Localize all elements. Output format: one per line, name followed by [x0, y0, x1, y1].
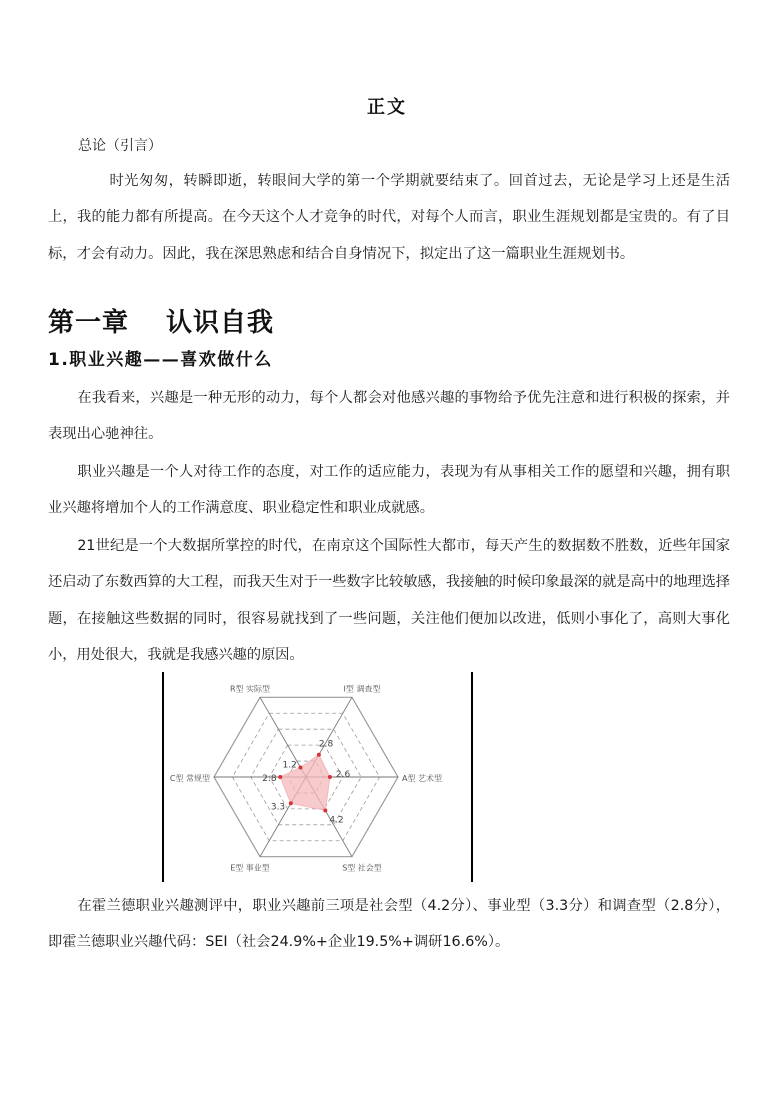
- intro-subtitle: 总论（引言）: [78, 138, 162, 154]
- holland-radar-figure: [162, 672, 473, 882]
- radar-axis-label: A型 艺术型: [402, 774, 443, 783]
- radar-axis-label: I型 调查型: [343, 684, 381, 694]
- radar-data-point: [317, 753, 321, 757]
- body-paragraph: 21世纪是一个大数据所掌控的时代，在南京这个国际性大都市，每天产生的数据数不胜数，近些年国家还启动了东数西算的大工程，而我天生对于一些数字比较敏感，我接触的时候印象最深的就是高中的地理选择题，在接触这些数据的同时，很容易就找到了一些问题，关注他们便加以改进，低则小事化了，高则大事化小，用处很大，我就是我感兴趣的原因。: [48, 538, 730, 664]
- radar-data-point: [323, 808, 327, 812]
- radar-value-label: 4.2: [329, 815, 344, 826]
- radar-axis-label: S型 社会型: [342, 863, 382, 873]
- radar-axis-label: R型 实际型: [229, 684, 271, 694]
- chart-caption: 在霍兰德职业兴趣测评中，职业兴趣前三项是社会型（4.2分）、事业型（3.3分）和调查型（2.8分），即霍兰德职业兴趣代码：SEI（社会24.9%+企业19.5%+调研16.6%）。: [48, 898, 730, 951]
- page-title: 正文: [367, 97, 407, 118]
- radar-data-point: [298, 765, 302, 769]
- radar-axis-label: C型 常规型: [169, 774, 210, 783]
- chapter-heading: 第一章 认识自我: [48, 308, 275, 338]
- radar-value-label: 2.6: [335, 770, 351, 780]
- radar-axis-label: E型 事业型: [230, 863, 270, 873]
- radar-value-label: 3.3: [270, 802, 286, 813]
- radar-value-label: 2.8: [262, 774, 277, 784]
- section-heading: 1.职业兴趣——喜欢做什么: [48, 350, 273, 370]
- intro-paragraph: 时光匆匆，转瞬即逝，转眼间大学的第一个学期就要结束了。回首过去，无论是学习上还是生活上，我的能力都有所提高。在今天这个人才竞争的时代，对每个人而言，职业生涯规划都是宝贵的。有了目标，才会有动力。因此，我在深思熟虑和结合自身情况下，拟定出了这一篇职业生涯规划书。: [48, 173, 730, 262]
- body-paragraph: 职业兴趣是一个人对待工作的态度，对工作的适应能力，表现为有从事相关工作的愿望和兴趣，拥有职业兴趣将增加个人的工作满意度、职业稳定性和职业成就感。: [48, 464, 730, 517]
- radar-value-label: 1.2: [282, 760, 297, 771]
- radar-data-point: [328, 775, 332, 779]
- radar-value-label: 2.8: [318, 739, 334, 750]
- radar-data-point: [289, 801, 293, 805]
- body-paragraph: 在我看来，兴趣是一种无形的动力，每个人都会对他感兴趣的事物给予优先注意和进行积极的探索，并表现出心驰神往。: [48, 390, 730, 443]
- radar-data-point: [278, 775, 282, 779]
- radar-chart: [164, 672, 475, 882]
